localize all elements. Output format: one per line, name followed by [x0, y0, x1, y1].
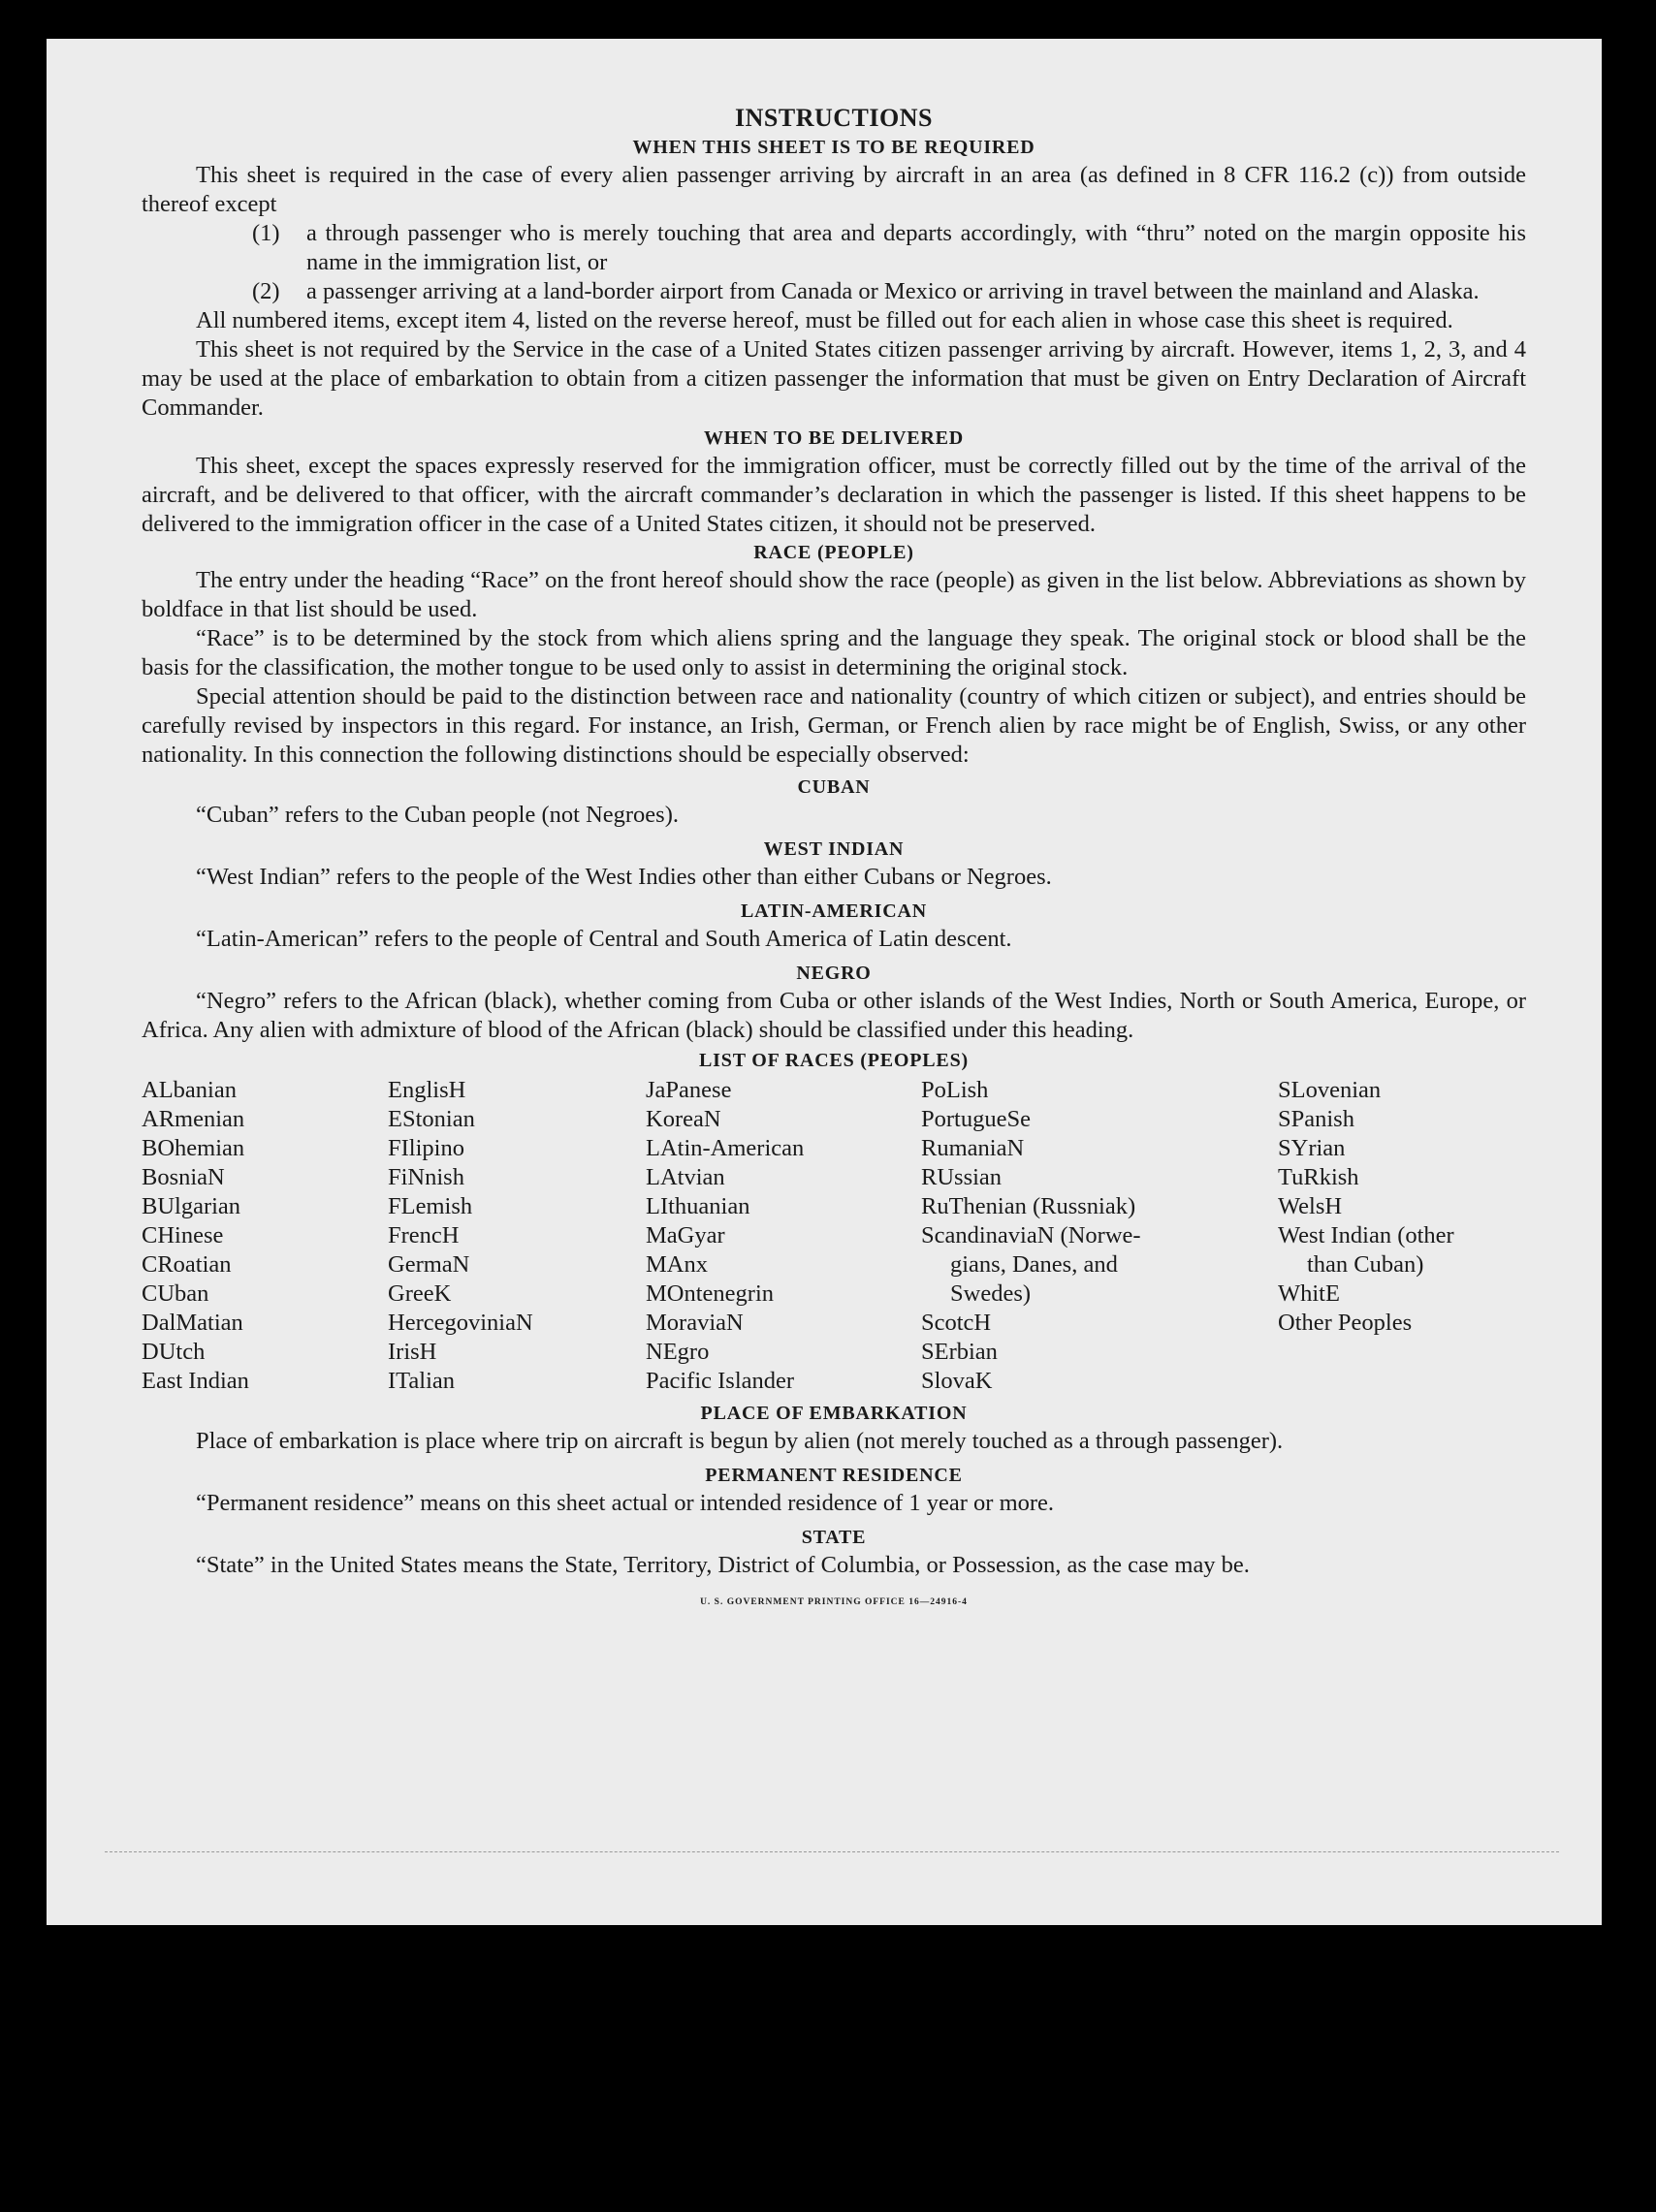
race-entry: SlovaK	[921, 1368, 993, 1394]
race-entry: LIthuanian	[646, 1193, 750, 1219]
document-title: INSTRUCTIONS	[735, 104, 933, 132]
race-entry: ALbanian	[142, 1077, 237, 1103]
race-entry: MOntenegrin	[646, 1280, 774, 1307]
race-entry-continued: gians, Danes, and	[950, 1251, 1118, 1278]
race-entry-continued: than Cuban)	[1307, 1251, 1424, 1278]
race-entry: LAtvian	[646, 1164, 725, 1190]
exception-item-2	[252, 277, 1526, 306]
section-heading-race-list: LIST OF RACES (PEOPLES)	[699, 1050, 969, 1071]
race-entry: HercegoviniaN	[388, 1310, 533, 1336]
race-entry: EnglisH	[388, 1077, 466, 1103]
race-list-column-4	[921, 1076, 1278, 1396]
paragraph-cuban: “Cuban” refers to the Cuban people (not Negroes).	[196, 802, 679, 828]
exception-item-2-number: (2)	[252, 278, 280, 304]
race-entry: MaGyar	[646, 1222, 725, 1248]
paragraph-embarkation: Place of embarkation is place where trip on aircraft is begun by alien (not merely touched as a through passenger).	[196, 1428, 1284, 1454]
race-entry: CRoatian	[142, 1251, 232, 1278]
paragraph-latin-american: “Latin-American” refers to the people of Central and South America of Latin descent.	[196, 926, 1012, 952]
race-entry: JaPanese	[646, 1077, 732, 1103]
exception-item-1-text: a through passenger who is merely touching that area and departs accordingly, with “thru” noted on the margin opposite his name in the immigration list, or	[306, 220, 1526, 275]
race-entry: RumaniaN	[921, 1135, 1025, 1161]
document-sheet	[47, 39, 1602, 1925]
race-entry: NEgro	[646, 1339, 710, 1365]
paragraph-race-nationality: Special attention should be paid to the distinction between race and nationality (country of which citizen or subject), and entries should be carefully revised by inspectors in this regard. For instance, an Irish, German, or French alien by race might be of English, Swiss, or any other nationality. In this connection the following distinctions should be especially observed:	[142, 683, 1526, 768]
section-heading-west-indian: WEST INDIAN	[763, 838, 905, 860]
race-entry: East Indian	[142, 1368, 249, 1394]
exception-item-1	[252, 219, 1526, 277]
race-entry: CUban	[142, 1280, 209, 1307]
race-entry: ScandinaviaN (Norwe-	[921, 1222, 1141, 1248]
race-entry: SErbian	[921, 1339, 998, 1365]
exception-item-1-number: (1)	[252, 220, 280, 246]
section-heading-delivered: WHEN TO BE DELIVERED	[703, 427, 965, 449]
paragraph-race-stock: “Race” is to be determined by the stock from which aliens spring and the language they speak. The original stock or blood shall be the basis for the classification, the mother tongue to be used only to assist in determining the original stock.	[142, 625, 1526, 680]
race-entry: WhitE	[1278, 1280, 1340, 1307]
section-heading-residence: PERMANENT RESIDENCE	[705, 1465, 963, 1486]
race-entry: KoreaN	[646, 1106, 721, 1132]
section-heading-race: RACE (PEOPLE)	[753, 542, 914, 563]
section-heading-cuban: CUBAN	[797, 776, 871, 798]
race-list-column-3	[646, 1076, 921, 1396]
race-entry: ScotcH	[921, 1310, 992, 1336]
paragraph-negro: “Negro” refers to the African (black), whether coming from Cuba or other islands of the West Indies, North or South America, Europe, or Africa. Any alien with admixture of blood of the African (black) should be classified under this heading.	[142, 988, 1526, 1043]
race-entry: West Indian (other	[1278, 1222, 1454, 1248]
race-entry: Pacific Islander	[646, 1368, 795, 1394]
race-list-table	[142, 1076, 1526, 1396]
section-heading-latin-american: LATIN-AMERICAN	[741, 901, 927, 922]
race-list-column-1	[142, 1076, 388, 1396]
race-entry: GreeK	[388, 1280, 452, 1307]
race-entry: FrencH	[388, 1222, 460, 1248]
paragraph-west-indian: “West Indian” refers to the people of the West Indies other than either Cubans or Negroes.	[196, 864, 1052, 890]
race-entry: PortugueSe	[921, 1106, 1031, 1132]
race-entry: MAnx	[646, 1251, 708, 1278]
race-entry: DalMatian	[142, 1310, 243, 1336]
race-entry: FIlipino	[388, 1135, 464, 1161]
instructions-document	[142, 103, 1526, 1617]
race-entry: SPanish	[1278, 1106, 1354, 1132]
race-entry: BUlgarian	[142, 1193, 241, 1219]
race-entry-continued: Swedes)	[950, 1280, 1032, 1307]
exception-item-2-text: a passenger arriving at a land-border airport from Canada or Mexico or arriving in travel between the mainland and Alaska.	[306, 278, 1480, 304]
paragraph-citizen: This sheet is not required by the Service in the case of a United States citizen passenger arriving by aircraft. However, items 1, 2, 3, and 4 may be used at the place of embarkation to obtain from a citizen passenger the information that must be given on Entry Declaration of Aircraft Commander.	[142, 336, 1526, 421]
section-heading-state: STATE	[801, 1527, 867, 1548]
divider-line	[105, 1851, 1559, 1852]
paragraph-state: “State” in the United States means the State, Territory, District of Columbia, or Possession, as the case may be.	[196, 1552, 1250, 1578]
section-heading-negro: NEGRO	[796, 963, 872, 984]
race-entry: RUssian	[921, 1164, 1003, 1190]
race-entry: CHinese	[142, 1222, 224, 1248]
printer-imprint: U. S. GOVERNMENT PRINTING OFFICE 16—24916-4	[700, 1597, 968, 1607]
race-entry: PoLish	[921, 1077, 989, 1103]
paragraph-residence: “Permanent residence” means on this sheet actual or intended residence of 1 year or more.	[196, 1490, 1055, 1516]
race-entry: BOhemian	[142, 1135, 245, 1161]
race-entry: BosniaN	[142, 1164, 225, 1190]
race-entry: FLemish	[388, 1193, 473, 1219]
race-entry: IrisH	[388, 1339, 437, 1365]
race-entry: ARmenian	[142, 1106, 245, 1132]
paragraph-required-intro: This sheet is required in the case of every alien passenger arriving by aircraft in an area (as defined in 8 CFR 116.2 (c)) from outside thereof except	[142, 162, 1526, 217]
race-entry: SYrian	[1278, 1135, 1346, 1161]
race-entry: SLovenian	[1278, 1077, 1382, 1103]
race-entry: MoraviaN	[646, 1310, 744, 1336]
race-entry: GermaN	[388, 1251, 470, 1278]
race-list-column-5	[1278, 1076, 1526, 1396]
paragraph-race-entry: The entry under the heading “Race” on the front hereof should show the race (people) as given in the list below. Abbreviations as shown by boldface in that list should be used.	[142, 567, 1526, 622]
race-entry: ITalian	[388, 1368, 456, 1394]
race-entry: FiNnish	[388, 1164, 464, 1190]
race-entry: WelsH	[1278, 1193, 1343, 1219]
paragraph-numbered-items: All numbered items, except item 4, listed on the reverse hereof, must be filled out for each alien in whose case this sheet is required.	[196, 307, 1453, 333]
race-entry: TuRkish	[1278, 1164, 1359, 1190]
race-list-column-2	[388, 1076, 646, 1396]
race-entry: LAtin-American	[646, 1135, 805, 1161]
section-heading-required: WHEN THIS SHEET IS TO BE REQUIRED	[632, 137, 1035, 158]
race-entry: EStonian	[388, 1106, 475, 1132]
race-entry: RuThenian (Russniak)	[921, 1193, 1136, 1219]
race-entry: DUtch	[142, 1339, 206, 1365]
race-entry: Other Peoples	[1278, 1310, 1413, 1336]
paragraph-delivered: This sheet, except the spaces expressly reserved for the immigration officer, must be correctly filled out by the time of the arrival of the aircraft, and be delivered to that officer, with the aircraft commander’s declaration in which the passenger is listed. If this sheet happens to be delivered to the immigration officer in the case of a United States citizen, it should not be preserved.	[142, 453, 1526, 537]
section-heading-embarkation: PLACE OF EMBARKATION	[700, 1403, 968, 1424]
